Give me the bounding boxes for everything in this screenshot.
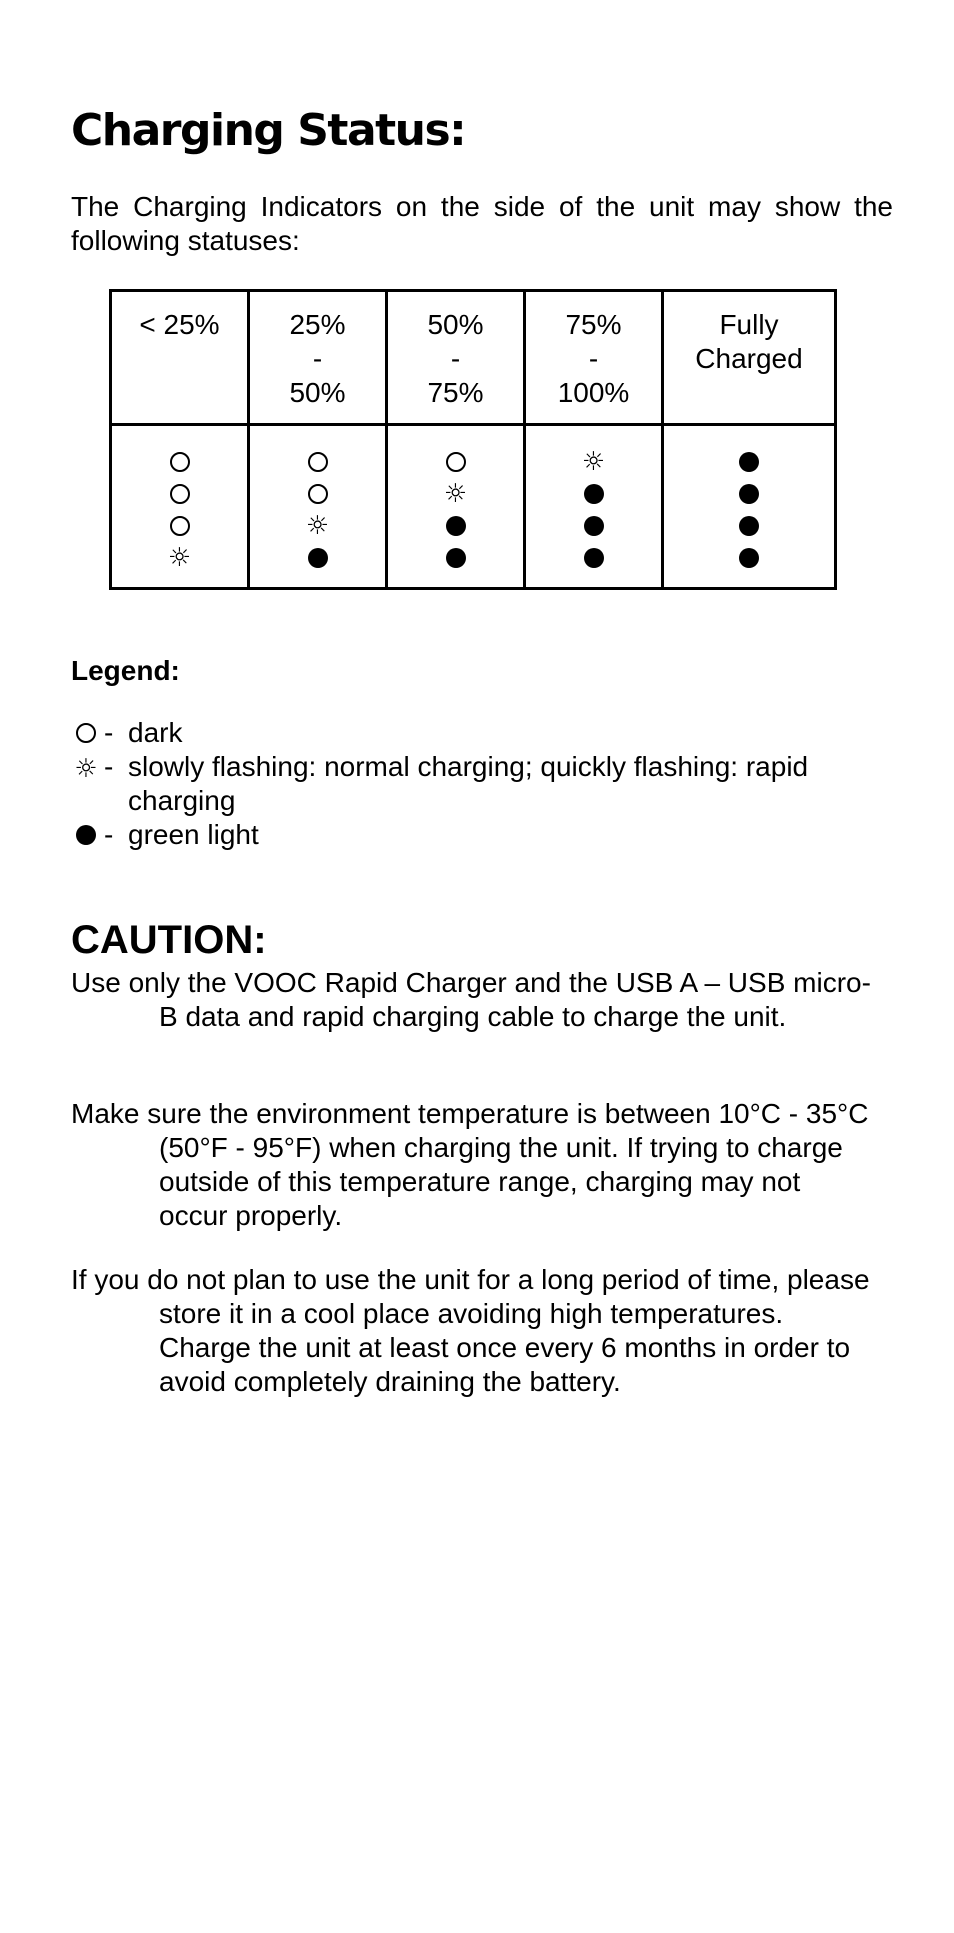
legend-text: slowly flashing: normal charging; quickly flashing: rapid charging	[128, 751, 809, 816]
indicator-light	[388, 508, 523, 540]
indicator-light	[250, 444, 385, 476]
header-line: 50%	[289, 377, 346, 408]
filled-circle-icon	[739, 516, 759, 536]
sun-icon: ☼	[443, 478, 468, 509]
legend-text: green light	[128, 819, 259, 850]
indicator-cell	[525, 425, 663, 589]
hollow-circle-icon	[446, 452, 466, 472]
hollow-circle-icon	[76, 723, 96, 743]
header-line: Fully	[719, 309, 779, 340]
legend-dash: -	[104, 717, 114, 748]
indicator-light	[526, 444, 661, 476]
indicator-light	[112, 476, 247, 508]
indicator-light	[112, 444, 247, 476]
legend-dash: -	[104, 819, 114, 850]
sun-icon: ☼	[581, 446, 606, 477]
legend-dash: -	[104, 751, 114, 782]
header-line: 75%	[427, 377, 484, 408]
sun-icon: ☼	[305, 510, 330, 541]
charging-status-table	[109, 289, 837, 590]
legend-title: Legend:	[71, 655, 180, 686]
legend-symbol	[71, 716, 101, 750]
header-line: -	[312, 343, 323, 374]
legend-symbol	[71, 818, 101, 852]
filled-circle-icon	[76, 825, 96, 845]
sun-icon: ☼	[167, 542, 192, 573]
indicator-light	[250, 540, 385, 572]
hollow-circle-icon	[308, 452, 328, 472]
caution-title: CAUTION:	[71, 918, 267, 962]
legend-item	[71, 716, 901, 750]
filled-circle-icon	[739, 452, 759, 472]
intro-text: The Charging Indicators on the side of the unit may show the following statuses:	[71, 191, 893, 256]
header-cell	[663, 291, 836, 425]
legend-item	[71, 818, 901, 852]
indicator-light	[664, 476, 834, 508]
header-line: -	[450, 343, 461, 374]
header-line: 50%	[427, 309, 484, 340]
table-header-row	[111, 291, 836, 425]
legend-item	[71, 750, 901, 818]
hollow-circle-icon	[308, 484, 328, 504]
indicator-light	[526, 540, 661, 572]
indicator-light	[388, 444, 523, 476]
indicator-light	[664, 540, 834, 572]
indicator-light	[250, 508, 385, 540]
filled-circle-icon	[308, 548, 328, 568]
indicator-light	[526, 508, 661, 540]
filled-circle-icon	[446, 548, 466, 568]
hollow-circle-icon	[170, 516, 190, 536]
filled-circle-icon	[446, 516, 466, 536]
indicator-light	[388, 476, 523, 508]
indicator-light	[664, 508, 834, 540]
header-cell	[525, 291, 663, 425]
header-cell	[111, 291, 249, 425]
indicator-row	[111, 425, 836, 589]
legend-text: dark	[128, 717, 183, 748]
indicator-light	[664, 444, 834, 476]
header-cell	[249, 291, 387, 425]
legend	[71, 716, 901, 852]
indicator-light	[112, 508, 247, 540]
indicator-cell	[249, 425, 387, 589]
hollow-circle-icon	[170, 484, 190, 504]
header-line: < 25%	[139, 309, 220, 340]
header-cell	[387, 291, 525, 425]
indicator-light	[112, 540, 247, 572]
sun-icon: ☼	[74, 753, 98, 784]
page-title: Charging Status:	[71, 105, 466, 156]
indicator-light	[250, 476, 385, 508]
header-line: 25%	[289, 309, 346, 340]
legend-symbol	[71, 750, 101, 784]
header-line: Charged	[695, 343, 803, 374]
filled-circle-icon	[739, 484, 759, 504]
caution-paragraph: If you do not plan to use the unit for a long period of time, please store it in a cool place avoiding high temperatures. Charge the unit at least once every 6 months in order to avoid completely draining the battery.	[71, 1264, 870, 1397]
filled-circle-icon	[584, 484, 604, 504]
caution-paragraph: Make sure the environment temperature is between 10°C - 35°C (50°F - 95°F) when charging the unit. If trying to charge outside of this temperature range, charging may not occur properly.	[71, 1098, 869, 1231]
indicator-cell	[111, 425, 249, 589]
filled-circle-icon	[584, 516, 604, 536]
caution-paragraph: Use only the VOOC Rapid Charger and the USB A – USB micro-B data and rapid charging cable to charge the unit.	[71, 967, 871, 1032]
filled-circle-icon	[739, 548, 759, 568]
indicator-cell	[387, 425, 525, 589]
indicator-light	[526, 476, 661, 508]
indicator-cell	[663, 425, 836, 589]
indicator-light	[388, 540, 523, 572]
filled-circle-icon	[584, 548, 604, 568]
header-line: 75%	[565, 309, 622, 340]
header-line: 100%	[557, 377, 630, 408]
hollow-circle-icon	[170, 452, 190, 472]
header-line: -	[588, 343, 599, 374]
